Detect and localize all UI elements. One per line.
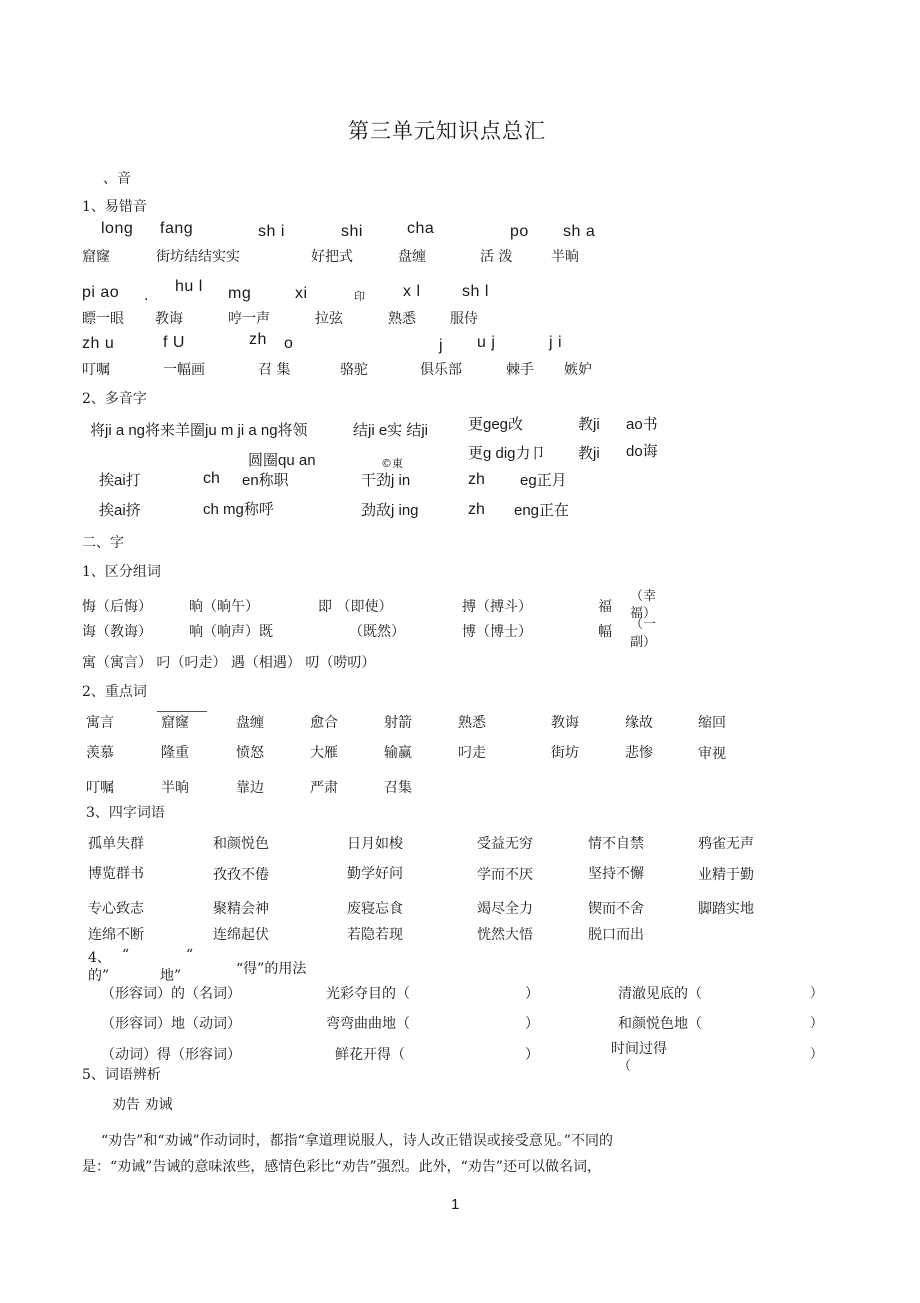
- keyword: 街坊: [551, 745, 579, 761]
- word-jiefang: 街坊结结实实: [156, 249, 240, 265]
- pinyin-po: po: [510, 223, 529, 240]
- polyphonic-zheng-1a: zh: [468, 471, 485, 488]
- polyphonic-zheng-2b: eng正在: [514, 502, 570, 519]
- keyword: 寓言: [86, 715, 114, 731]
- polyphonic-zheng-2a: zh: [468, 501, 485, 518]
- de-example-1: 光彩夺目的（: [326, 986, 410, 1002]
- pinyin-uj: u j: [477, 334, 496, 351]
- word-piaoyiyan: 瞟一眼: [82, 311, 124, 327]
- keyword: 靠边: [236, 780, 264, 796]
- subheading-key-words: 2、重点词: [82, 684, 147, 700]
- pinyin-o: o: [284, 335, 294, 352]
- word-dingzhu: 叮嘱: [82, 362, 110, 378]
- keyword: 教诲: [551, 715, 579, 731]
- distinguish-row-3: 寓（寓言） 叼（叼走） 遇（相遇） 叨（唠叨）: [82, 655, 376, 671]
- word-shuxi: 熟悉: [388, 311, 416, 327]
- keyword: 隆重: [161, 745, 189, 761]
- distinguish-fu-2: 幅: [598, 624, 612, 640]
- polyphonic-jin-1: 干劲j in: [361, 472, 411, 489]
- blank-close-3: ）: [525, 1047, 539, 1063]
- polyphonic-jiao-2b: do诲: [626, 443, 658, 460]
- idiom: 废寝忘食: [347, 901, 403, 917]
- word-zhaoji: 召 集: [258, 362, 291, 378]
- subheading-idioms: 3、四字词语: [86, 805, 165, 821]
- idiom: 孤单失群: [88, 836, 144, 852]
- distinguish-xiang: 响（响声）既: [189, 624, 273, 640]
- word-fushi: 服侍: [450, 311, 478, 327]
- idiom: 恍然大悟: [477, 927, 533, 943]
- keyword: 叮嘱: [86, 780, 114, 796]
- idiom: 勤学好问: [347, 866, 403, 882]
- edge-mark: ）: [810, 986, 824, 1001]
- pinyin-zh: zh: [249, 331, 267, 348]
- distinguish-fu-2-note-cut: 副）: [630, 635, 657, 650]
- word-jidu: 嫉妒: [564, 362, 592, 378]
- pinyin-zhu: zh u: [82, 335, 115, 352]
- word-banshang: 半晌: [551, 249, 579, 265]
- section-heading-sound: 、音: [103, 171, 131, 187]
- distinguish-ji-2: （既然）: [349, 624, 405, 640]
- subheading-distinguish: 1、区分组词: [82, 564, 161, 580]
- keyword: 输赢: [384, 745, 412, 761]
- de-usage-title: “得”的用法: [236, 961, 307, 977]
- keyword: 叼走: [458, 745, 486, 761]
- cut-off-de-1: 的”: [88, 968, 110, 984]
- keyword: 愤怒: [236, 745, 264, 761]
- idiom: 博览群书: [88, 866, 144, 882]
- polyphonic-jin-2: 劲敌j ing: [361, 502, 419, 519]
- idiom: 情不自禁: [588, 836, 644, 852]
- de-rule-verb-adj: （动词）得（形容词）: [101, 1047, 241, 1063]
- polyphonic-chen-2: ch mg称呼: [203, 501, 274, 518]
- idiom: 脱口而出: [588, 927, 644, 943]
- distinguish-hui-2: 诲（教诲）: [82, 624, 152, 640]
- page-number: 1: [451, 1196, 460, 1213]
- keyword: 盘缠: [236, 715, 264, 731]
- distinguish-hui-1: 悔（后悔）: [82, 599, 152, 615]
- de-example-3: 弯弯曲曲地（: [326, 1016, 410, 1032]
- keyword: 审视: [698, 746, 726, 762]
- de-rule-adj-noun: （形容词）的（名词）: [101, 986, 241, 1002]
- pinyin-fu: f U: [163, 334, 185, 351]
- polyphonic-ai-1: 挨ai打: [99, 472, 141, 489]
- keyword: 愈合: [310, 715, 338, 731]
- idiom: 和颜悦色: [213, 836, 269, 852]
- idiom: 聚精会神: [213, 901, 269, 917]
- idiom: 连绵起伏: [213, 927, 269, 943]
- subheading-de-usage: 4、: [88, 950, 111, 966]
- idiom: 鸦雀无声: [698, 836, 754, 852]
- de-example-4: 和颜悦色地（: [618, 1016, 702, 1032]
- word-haobashi: 好把式: [311, 249, 353, 265]
- subheading-word-analysis: 5、词语辨析: [82, 1067, 161, 1083]
- edge-mark: ）: [810, 1016, 824, 1031]
- distinguish-fu-1-note-top: （幸: [630, 589, 657, 604]
- idiom: 学而不厌: [477, 867, 533, 883]
- pinyin-piao: pi ao: [82, 284, 120, 301]
- cut-off-paren: （: [618, 1059, 632, 1074]
- word-jishou: 棘手: [506, 362, 534, 378]
- keyword: 窟窿: [161, 715, 189, 731]
- distinguish-bo-2: 博（博士）: [462, 624, 532, 640]
- pinyin-hui: hu l: [175, 278, 203, 295]
- section-heading-characters: 二、字: [82, 535, 124, 551]
- polyphonic-chen-1a: ch: [203, 470, 220, 487]
- polyphonic-jiang: 将ji a ng将来羊圈ju m ji a ng将领: [90, 422, 308, 439]
- pinyin-dot: .: [144, 287, 149, 304]
- blank-close-1: ）: [525, 986, 539, 1002]
- de-example-6: 时间过得: [611, 1041, 667, 1057]
- quote-mark-1: “: [122, 947, 130, 963]
- word-kulong: 窟窿: [82, 249, 110, 265]
- quote-mark-2: “: [186, 947, 194, 963]
- keyword: 召集: [384, 780, 412, 796]
- pinyin-long: long: [101, 220, 134, 237]
- idiom: 若隐若现: [347, 927, 403, 943]
- cut-off-de-2: 地”: [160, 968, 182, 984]
- blank-close-2: ）: [525, 1016, 539, 1032]
- keyword: 缩回: [698, 715, 726, 731]
- distinguish-ji-1: 即 （即使）: [318, 599, 393, 615]
- polyphonic-quan: 圆圈qu an: [248, 452, 316, 469]
- keyword: 羡慕: [86, 745, 114, 761]
- idiom: 坚持不懈: [588, 866, 644, 882]
- polyphonic-jie: 结ji e实 结ji: [353, 422, 429, 439]
- word-jiaohui: 教诲: [155, 311, 183, 327]
- keyword: 大雁: [310, 745, 338, 761]
- distinguish-bo-1: 搏（搏斗）: [462, 599, 532, 615]
- polyphonic-mark: ©東: [381, 457, 403, 470]
- underline-rule: [157, 711, 207, 712]
- keyword: 射箭: [384, 715, 412, 731]
- distinguish-fu-1-note-cut: 福）: [630, 606, 657, 621]
- idiom: 锲而不舍: [588, 901, 644, 917]
- word-julebu: 俱乐部: [420, 362, 462, 378]
- keyword: 悲惨: [625, 745, 653, 761]
- pinyin-shi-2: shi: [341, 223, 363, 240]
- pinyin-mark: 印: [354, 290, 365, 303]
- page-title: 第三单元知识点总汇: [348, 119, 546, 143]
- pinyin-j: j: [439, 337, 444, 354]
- polyphonic-geng-2: 更g dig力卩: [468, 445, 546, 462]
- idiom: 受益无穷: [477, 836, 533, 852]
- pinyin-sha: sh a: [563, 223, 596, 240]
- subheading-polyphonic: 2、多音字: [82, 391, 147, 407]
- pinyin-xi: x l: [403, 283, 421, 300]
- idiom: 业精于勤: [698, 867, 754, 883]
- idiom: 孜孜不倦: [213, 867, 269, 883]
- polyphonic-ai-2: 挨ai挤: [99, 502, 141, 519]
- word-laxian: 拉弦: [315, 311, 343, 327]
- keyword: 半晌: [161, 780, 189, 796]
- idiom: 连绵不断: [88, 927, 144, 943]
- idiom: 专心致志: [88, 901, 144, 917]
- word-pair: 劝告 劝诫: [112, 1097, 173, 1113]
- idiom: 竭尽全力: [477, 901, 533, 917]
- polyphonic-geng-1: 更geg改: [468, 416, 524, 433]
- pinyin-shi-1: sh i: [258, 223, 285, 240]
- distinguish-shang: 晌（晌午）: [189, 599, 259, 615]
- subheading-mispronounced: 1、易错音: [82, 199, 147, 215]
- distinguish-fu-1: 福: [598, 599, 612, 615]
- polyphonic-jiao-2a: 教ji: [578, 445, 600, 462]
- keyword: 熟悉: [458, 715, 486, 731]
- keyword: 缘故: [625, 715, 653, 731]
- pinyin-cha: cha: [407, 220, 435, 237]
- idiom: 脚踏实地: [698, 901, 754, 917]
- polyphonic-jiao-1a: 教ji: [578, 416, 600, 433]
- pinyin-shi-3: sh l: [462, 283, 489, 300]
- distinguish-fu-2-note-top: （一: [630, 617, 657, 632]
- analysis-paragraph-line-1: “劝告”和“劝诫”作动词时，都指“拿道理说服人，诗人改正错误或接受意见。”不同的: [101, 1133, 613, 1149]
- polyphonic-jiao-1b: ao书: [626, 416, 658, 433]
- word-huopo: 活 泼: [480, 249, 513, 265]
- pinyin-heng: mg: [228, 285, 252, 302]
- idiom: 日月如梭: [347, 836, 403, 852]
- word-luotuo: 骆驼: [340, 362, 368, 378]
- word-yifuhua: 一幅画: [163, 362, 205, 378]
- word-panchan: 盘缠: [398, 249, 426, 265]
- pinyin-ji: j i: [549, 334, 563, 351]
- edge-mark: ）: [810, 1047, 824, 1062]
- de-rule-adj-verb: （形容词）地（动词）: [101, 1016, 241, 1032]
- word-hengyisheng: 哼一声: [228, 311, 270, 327]
- polyphonic-zheng-1b: eg正月: [520, 472, 567, 489]
- keyword: 严肃: [310, 780, 338, 796]
- pinyin-fang: fang: [160, 220, 194, 237]
- pinyin-xian: xi: [295, 285, 308, 302]
- polyphonic-chen-1b: en称职: [242, 472, 289, 489]
- de-example-2: 清澈见底的（: [618, 986, 702, 1002]
- analysis-paragraph-line-2: 是：“劝诫”告诫的意味浓些，感情色彩比“劝告”强烈。此外，“劝告”还可以做名词，: [82, 1159, 601, 1175]
- de-example-5: 鲜花开得（: [335, 1047, 405, 1063]
